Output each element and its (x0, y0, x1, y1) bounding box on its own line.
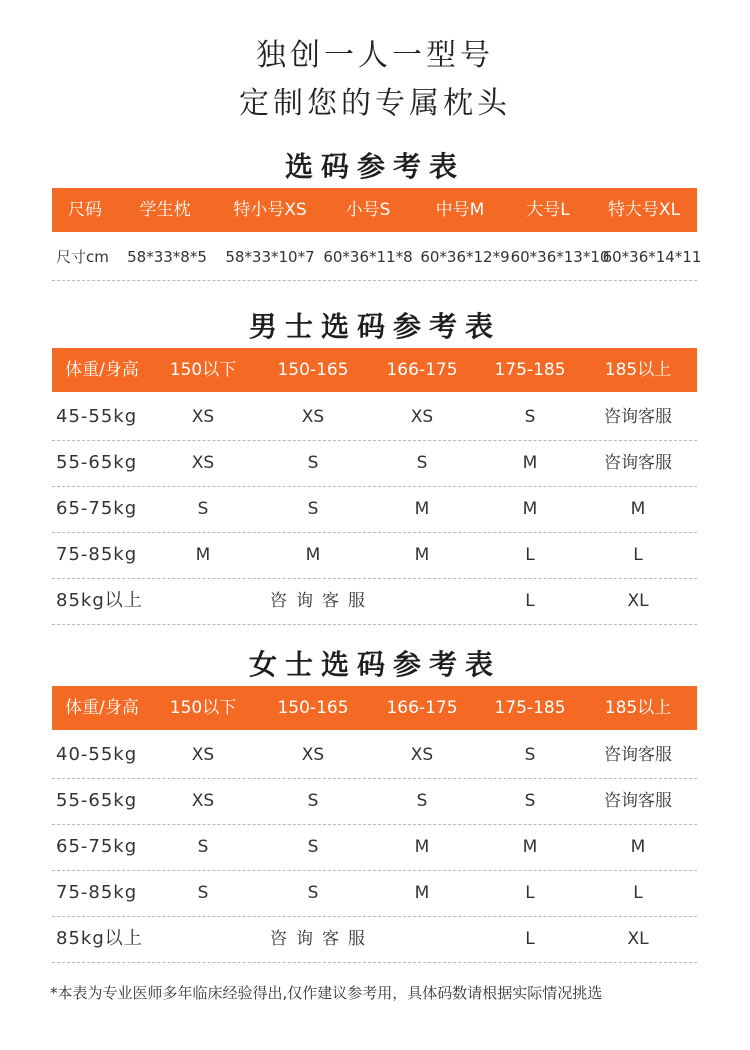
women-table-row (52, 778, 697, 825)
women-table-header (52, 686, 697, 730)
size-header-cell: 小号S (345, 200, 391, 220)
size-cell: 60*36*11*8 (323, 248, 413, 266)
size-header-cell: 中号M (435, 200, 485, 220)
size-cell: L (525, 591, 535, 611)
disclaimer-footnote: *本表为专业医师多年临床经验得出,仅作建议参考用，具体码数请根据实际情况挑选 (50, 984, 603, 1002)
size-cell: M (414, 883, 430, 903)
size-cell: 60*36*14*11 (602, 248, 702, 266)
size-cell: 58*33*8*5 (127, 248, 207, 266)
women-table-title: 女士选码参考表 (248, 648, 501, 681)
size-cell: 60*36*13*10 (510, 248, 610, 266)
size-cell: S (307, 791, 319, 811)
weight-label: 75-85kg (56, 882, 138, 903)
size-cell: S (524, 791, 536, 811)
size-cell: 咨询客服 (604, 453, 672, 473)
size-cell: XS (301, 745, 325, 765)
size-row-label: 尺寸cm (56, 248, 109, 266)
size-cell: L (525, 929, 535, 949)
size-cell: XS (191, 791, 215, 811)
size-cell: M (195, 545, 211, 565)
women-table-row (52, 732, 697, 779)
size-cell: M (630, 837, 646, 857)
men-table-row (52, 532, 697, 579)
size-header-cell: 特大号XL (607, 200, 681, 220)
headline-line-2: 定制您的专属枕头 (239, 86, 511, 121)
size-cell: S (524, 407, 536, 427)
headline-line-1: 独创一人一型号 (256, 38, 494, 73)
men-header-cell: 150以下 (169, 360, 237, 380)
men-table-row (52, 440, 697, 487)
size-cell: M (522, 453, 538, 473)
men-header-cell: 166-175 (386, 360, 458, 380)
size-cell: XS (191, 453, 215, 473)
men-table-title: 男士选码参考表 (248, 310, 501, 343)
men-table-header (52, 348, 697, 392)
women-table-row (52, 870, 697, 917)
women-table-row (52, 916, 697, 963)
weight-label: 85kg以上 (56, 590, 143, 611)
size-table-title: 选码参考表 (284, 150, 465, 183)
size-cell: XL (627, 591, 649, 611)
size-cell: M (414, 499, 430, 519)
weight-label: 55-65kg (56, 452, 138, 473)
size-header-cell: 学生枕 (139, 200, 191, 220)
size-table-header (52, 188, 697, 232)
size-cell: 咨询客服 (604, 745, 672, 765)
size-cell: L (525, 545, 535, 565)
size-header-cell: 大号L (526, 200, 570, 220)
size-cell: M (414, 837, 430, 857)
weight-label: 65-75kg (56, 498, 138, 519)
women-header-cell: 体重/身高 (65, 698, 139, 718)
size-cell: M (630, 499, 646, 519)
size-cell: S (416, 791, 428, 811)
size-cell: 咨询客服 (604, 407, 672, 427)
weight-label: 65-75kg (56, 836, 138, 857)
men-table-row (52, 486, 697, 533)
weight-label: 40-55kg (56, 744, 138, 765)
size-cell: S (307, 453, 319, 473)
size-cell: S (197, 837, 209, 857)
size-cell: XS (191, 745, 215, 765)
men-header-cell: 150-165 (277, 360, 349, 380)
size-cell: S (416, 453, 428, 473)
men-table-row (52, 394, 697, 441)
women-table-row (52, 824, 697, 871)
women-header-cell: 166-175 (386, 698, 458, 718)
size-cell: XS (191, 407, 215, 427)
size-cell: L (633, 883, 643, 903)
weight-label: 75-85kg (56, 544, 138, 565)
weight-label: 55-65kg (56, 790, 138, 811)
size-cell: S (524, 745, 536, 765)
size-cell: S (197, 883, 209, 903)
size-cell: M (522, 837, 538, 857)
consult-service-text: 咨询客服 (270, 591, 374, 611)
size-cell: S (307, 499, 319, 519)
men-table-row (52, 578, 697, 625)
size-cell: S (197, 499, 209, 519)
weight-label: 85kg以上 (56, 928, 143, 949)
men-header-cell: 体重/身高 (65, 360, 139, 380)
size-header-cell: 特小号XS (233, 200, 307, 220)
size-cell: XS (410, 407, 434, 427)
weight-label: 45-55kg (56, 406, 138, 427)
size-cell: XS (410, 745, 434, 765)
size-cell: M (305, 545, 321, 565)
size-cell: M (414, 545, 430, 565)
size-cell: 咨询客服 (604, 791, 672, 811)
size-cell: 60*36*12*9 (420, 248, 510, 266)
size-cell: M (522, 499, 538, 519)
size-dimensions-row (52, 234, 702, 281)
women-header-cell: 150-165 (277, 698, 349, 718)
size-cell: 58*33*10*7 (225, 248, 315, 266)
size-header-cell: 尺码 (68, 200, 102, 220)
size-cell: S (307, 883, 319, 903)
women-header-cell: 185以上 (604, 698, 672, 718)
size-cell: XL (627, 929, 649, 949)
size-cell: XS (301, 407, 325, 427)
size-cell: L (633, 545, 643, 565)
women-header-cell: 175-185 (494, 698, 566, 718)
women-header-cell: 150以下 (169, 698, 237, 718)
size-cell: S (307, 837, 319, 857)
men-header-cell: 185以上 (604, 360, 672, 380)
men-header-cell: 175-185 (494, 360, 566, 380)
consult-service-text: 咨询客服 (270, 929, 374, 949)
size-cell: L (525, 883, 535, 903)
